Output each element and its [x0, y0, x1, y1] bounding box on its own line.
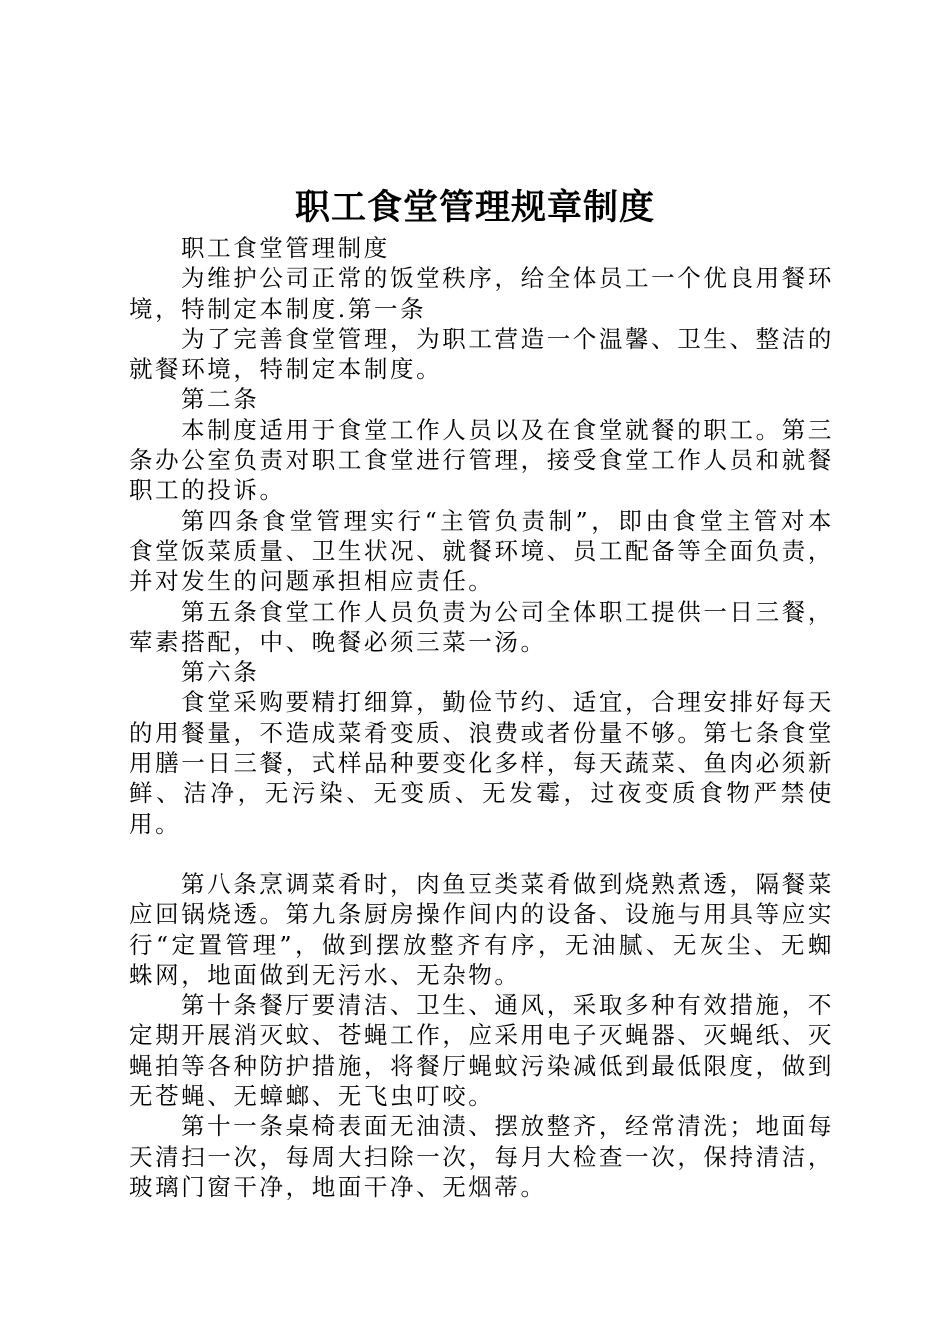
paragraph-article-4: 第四条食堂管理实行“主管负责制”，即由食堂主管对本食堂饭菜质量、卫生状况、就餐环境、员工配备等全面负责，并对发生的问题承担相应责任。 — [129, 506, 834, 596]
paragraph-article-6-heading: 第六条 — [181, 658, 260, 687]
paragraph-article-2-3: 本制度适用于食堂工作人员以及在食堂就餐的职工。第三条办公室负责对职工食堂进行管理，接受食堂工作人员和就餐职工的投诉。 — [129, 415, 834, 505]
paragraph-article-10: 第十条餐厅要清洁、卫生、通风，采取多种有效措施，不定期开展消灭蚊、苍蝇工作，应采用电子灭蝇器、灭蝇纸、灭蝇拍等各种防护措施，将餐厅蝇蚊污染减低到最低限度，做到无苍蝇、无蟑螂、无飞虫叮咬。 — [129, 991, 834, 1111]
paragraph-article-8-9: 第八条烹调菜肴时，肉鱼豆类菜肴做到烧熟煮透，隔餐菜应回锅烧透。第九条厨房操作间内的设备、设施与用具等应实行“定置管理”，做到摆放整齐有序，无油腻、无灰尘、无蜘蛛网，地面做到无污水、无杂物。 — [129, 869, 834, 989]
paragraph-article-11: 第十一条桌椅表面无油渍、摆放整齐，经常清洗；地面每天清扫一次，每周大扫除一次，每月大检查一次，保持清洁，玻璃门窗干净，地面干净、无烟蒂。 — [129, 1112, 834, 1201]
paragraph-article-2-heading: 第二条 — [181, 385, 260, 414]
document-body — [129, 233, 834, 1202]
paragraph-article-5: 第五条食堂工作人员负责为公司全体职工提供一日三餐，荤素搭配，中、晚餐必须三菜一汤。 — [129, 597, 834, 656]
document-title: 职工食堂管理规章制度 — [294, 187, 655, 228]
paragraph-section-heading: 职工食堂管理制度 — [181, 234, 390, 262]
paragraph-preamble: 为维护公司正常的饭堂秩序，给全体员工一个优良用餐环境，特制定本制度.第一条 — [129, 264, 834, 323]
paragraph-article-6-7: 食堂采购要精打细算，勤俭节约、适宜，合理安排好每天的用餐量，不造成菜肴变质、浪费或者份量不够。第七条食堂用膳一日三餐，式样品种要变化多样，每天蔬菜、鱼肉必须新鲜、洁净，无污染、无变质、无发霉，过夜变质食物严禁使用。 — [129, 688, 834, 838]
paragraph-article-1: 为了完善食堂管理，为职工营造一个温馨、卫生、整洁的就餐环境，特制定本制度。 — [129, 324, 834, 384]
